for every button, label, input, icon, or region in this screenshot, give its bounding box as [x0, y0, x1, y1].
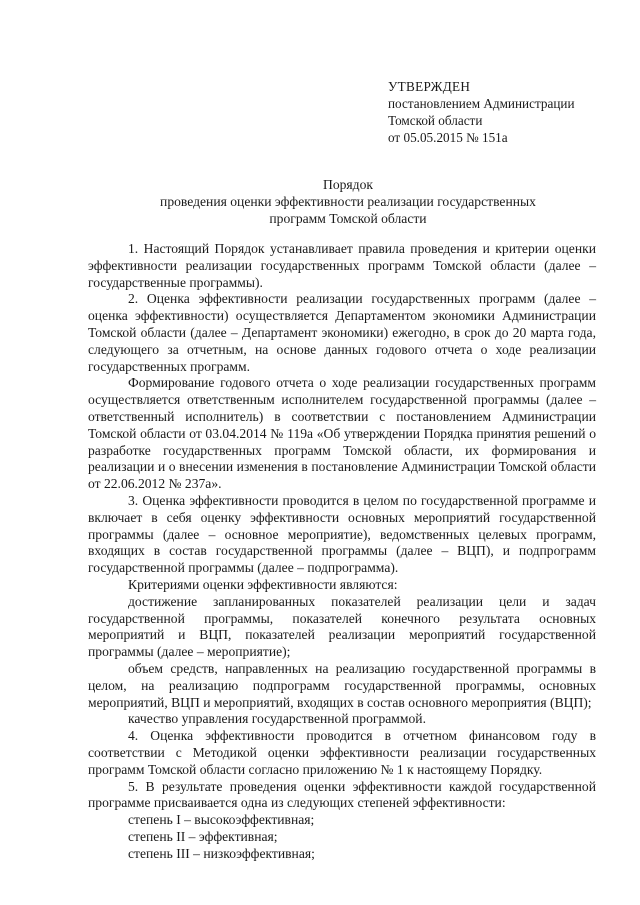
paragraph-8: качество управления государственной программой.	[128, 711, 426, 727]
paragraph-6: достижение запланированных показателей реализации цели и задач государственной программы, показателей конечного результата основных мероприятий и ВЦП, показателей реализации мероприятий государственной программы (далее – мероприятие);	[88, 593, 596, 660]
document-title-line-2: проведения оценки эффективности реализации государственных	[160, 194, 536, 210]
approval-title: УТВЕРЖДЕН	[388, 79, 471, 94]
approval-line-3: от 05.05.2015 № 151а	[388, 130, 508, 145]
paragraph-4: 3. Оценка эффективности проводится в целом по государственной программе и включает в себя оценку эффективности основных мероприятий государственной программы (далее – основное мероприятие), ведомственных целевых программ, входящих в состав государственной программы (далее – ВЦП), и подпрограмм государственной программы (далее – подпрограмма).	[88, 492, 596, 576]
paragraph-11: степень I – высокоэффективная;	[128, 812, 315, 828]
approval-line-1: постановлением Администрации	[388, 96, 575, 111]
document-title-line-3: программ Томской области	[269, 211, 427, 227]
paragraph-5: Критериями оценки эффективности являются:	[128, 576, 398, 592]
document-title	[88, 176, 608, 228]
paragraph-9: 4. Оценка эффективности проводится в отчетном финансовом году в соответствии с Методикой оценки эффективности реализации государственных программ Томской области согласно приложению № 1 к настоящему Порядку.	[88, 728, 596, 777]
paragraph-10: 5. В результате проведения оценки эффективности каждой государственной программе присваивается одна из следующих степеней эффективности:	[88, 778, 596, 811]
paragraph-3: Формирование годового отчета о ходе реализации государственных программ осуществляется ответственным исполнителем государственной программы (далее – ответственный исполнитель) в соответствии с постановлением Администрации Томской области от 03.04.2014 № 119а «Об утверждении Порядка принятия решений о разработке государственных программ Томской области, их формирования и реализации и о внесении изменения в постановление Администрации Томской области от 22.06.2012 № 237а».	[88, 375, 596, 492]
paragraph-7: объем средств, направленных на реализацию государственной программы в целом, на реализацию подпрограмм государственной программы, основных мероприятий, ВЦП и мероприятий, входящих в состав основного мероприятия (ВЦП);	[88, 660, 596, 710]
document-title-line-1: Порядок	[323, 177, 373, 192]
paragraph-1: 1. Настоящий Порядок устанавливает правила проведения и критерии оценки эффективности реализации государственных программ Томской области (далее – государственные программы).	[88, 241, 596, 290]
paragraph-12: степень II – эффективная;	[128, 828, 278, 844]
paragraph-13: степень III – низкоэффективная;	[128, 845, 315, 861]
approval-stamp	[388, 78, 628, 146]
paragraph-2: 2. Оценка эффективности реализации государственных программ (далее – оценка эффективности) осуществляется Департаментом экономики Администрации Томской области (далее – Департамент экономики) ежегодно, в срок до 20 марта года, следующего за отчетным, на основе данных годового отчета о ходе реализации государственных программ.	[88, 291, 596, 374]
approval-line-2: Томской области	[388, 113, 483, 128]
document-body	[88, 241, 596, 862]
